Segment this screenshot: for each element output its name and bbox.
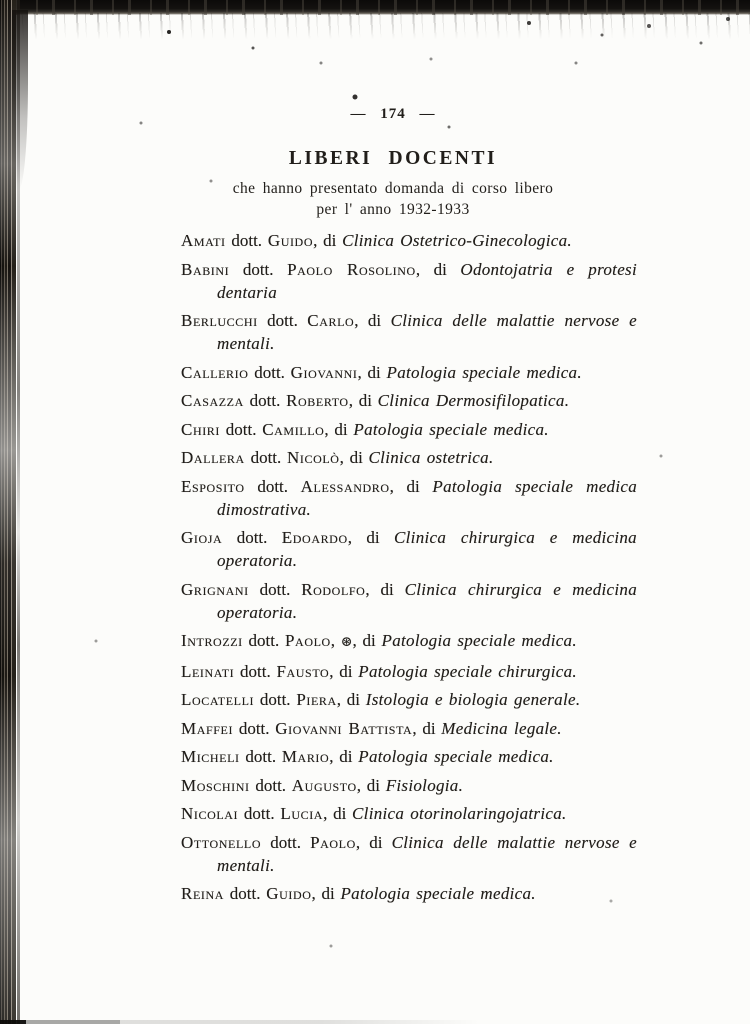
docente-surname: Babini <box>181 259 230 279</box>
docente-entry: Esposito dott. Alessandro, di Patologia speciale medica dimostrativa. <box>181 476 638 519</box>
docente-subject: Odontojatria e protesi dentaria <box>217 259 637 302</box>
docente-given-name: Edoardo <box>281 528 348 547</box>
docente-entry: Reina dott. Guido, di Patologia speciale medica. <box>181 884 536 903</box>
docente-honorific: dott. <box>229 884 261 903</box>
scan-noise-speckles <box>0 0 2 2</box>
docente-subject: Fisiologia. <box>385 775 464 795</box>
docente-given-name: Lucia <box>280 804 324 823</box>
docente-surname: Amati <box>181 231 226 250</box>
docente-honorific: dott. <box>248 631 280 650</box>
docente-entry: Moschini dott. Augusto, di Fisiologia. <box>181 775 464 795</box>
scan-artifact-corner-blotch <box>12 10 28 190</box>
docente-surname: Leinati <box>181 661 235 681</box>
docente-subject: Clinica chirurgica e medicina operatoria. <box>217 579 637 622</box>
scan-noise-band <box>14 13 750 39</box>
docente-honorific: dott. <box>225 419 257 439</box>
docente-given-name: Paolo <box>285 631 331 650</box>
docente-entry: Casazza dott. Roberto, di Clinica Dermosifilopatica. <box>181 391 570 410</box>
docente-subject: Patologia speciale medica dimostrativa. <box>217 476 638 519</box>
subtitle-line-1: che hanno presentato domanda di corso libero <box>232 180 554 197</box>
docente-subject: Clinica ostetrica. <box>368 448 494 467</box>
docente-entry: Amati dott. Guido, di Clinica Ostetrico-Ginecologica. <box>181 231 572 250</box>
docente-subject: Patologia speciale chirurgica. <box>358 661 577 681</box>
docente-entry: Ottonello dott. Paolo, di Clinica delle malattie nervose e mentali. <box>181 832 637 875</box>
docente-subject: Clinica chirurgica e medicina operatoria. <box>217 528 637 570</box>
docente-subject: Patologia speciale medica. <box>340 884 536 903</box>
docente-honorific: dott. <box>240 661 271 681</box>
docente-entry: Maffei dott. Giovanni Battista, di Medicina legale. <box>181 718 562 738</box>
docente-given-name: Carlo <box>307 311 355 330</box>
docente-given-name: Guido <box>266 884 312 903</box>
docente-surname: Nicolai <box>181 804 239 823</box>
docente-honorific: dott. <box>255 775 287 795</box>
docente-surname: Micheli <box>181 747 240 766</box>
docente-honorific: dott. <box>259 579 291 599</box>
docenti-list <box>181 229 637 911</box>
docente-entry: Locatelli dott. Piera, di Istologia e biologia generale. <box>181 690 581 709</box>
docente-subject: Clinica Ostetrico-Ginecologica. <box>342 231 572 250</box>
docente-given-name: Piera <box>296 690 337 709</box>
docente-surname: Moschini <box>181 775 250 795</box>
docente-subject: Patologia speciale medica. <box>386 362 582 382</box>
docente-entry: Dallera dott. Nicolò, di Clinica ostetrica. <box>181 448 494 467</box>
docente-given-name: Giovanni <box>290 362 358 382</box>
docente-entry: Micheli dott. Mario, di Patologia speciale medica. <box>181 747 554 766</box>
docente-given-name: Nicolò <box>287 448 340 467</box>
docente-subject: Clinica otorinolaringojatrica. <box>352 804 567 823</box>
docente-subject: Istologia e biologia generale. <box>365 690 581 709</box>
docente-honorific: dott. <box>250 448 282 467</box>
docente-given-name: Paolo Rosolino <box>287 259 416 279</box>
docente-given-name: Alessandro <box>300 476 390 496</box>
docente-honorific: dott. <box>245 747 277 766</box>
docente-subject: Clinica delle malattie nervose e mentali. <box>217 311 637 353</box>
docente-given-name: Guido <box>267 231 314 250</box>
docente-surname: Reina <box>181 884 224 903</box>
page-title: LIBERI DOCENTI <box>288 148 498 169</box>
docente-honorific: dott. <box>267 311 298 330</box>
docente-given-name: Camillo <box>262 419 325 439</box>
subtitle-line-2: per l' anno 1932-1933 <box>316 201 470 218</box>
docente-entry: Grignani dott. Rodolfo, di Clinica chirurgica e medicina operatoria. <box>181 579 637 622</box>
docente-entry: Nicolai dott. Lucia, di Clinica otorinolaringojatrica. <box>181 804 567 823</box>
docente-subject: Patologia speciale medica. <box>353 419 549 439</box>
docente-honorific: dott. <box>270 832 301 852</box>
docente-given-name: Rodolfo <box>301 579 366 599</box>
docente-surname: Ottonello <box>181 832 262 852</box>
docente-surname: Dallera <box>181 448 245 467</box>
docente-subject: Medicina legale. <box>441 718 562 738</box>
docente-surname: Casazza <box>181 391 244 410</box>
docente-given-name: Augusto <box>291 775 357 795</box>
docente-given-name: Roberto <box>286 391 349 410</box>
cross-decoration-icon: ⊛ <box>340 635 353 650</box>
docente-entry: Chiri dott. Camillo, di Patologia speciale medica. <box>181 419 549 439</box>
docente-given-name: Giovanni Battista <box>275 718 413 738</box>
docente-subject: Clinica Dermosifilopatica. <box>377 391 570 410</box>
docente-surname: Berlucchi <box>181 311 258 330</box>
docente-honorific: dott. <box>249 391 281 410</box>
docente-surname: Chiri <box>181 419 221 439</box>
docente-surname: Esposito <box>181 476 245 496</box>
docente-honorific: dott. <box>231 231 263 250</box>
docente-honorific: dott. <box>243 804 275 823</box>
docente-entry: Berlucchi dott. Carlo, di Clinica delle malattie nervose e mentali. <box>181 311 637 353</box>
scan-artifact-bottom-edge <box>0 1020 750 1024</box>
docente-entry: Leinati dott. Fausto, di Patologia speciale chirurgica. <box>181 661 577 681</box>
docente-honorific: dott. <box>238 718 270 738</box>
docente-surname: Grignani <box>181 579 249 599</box>
docente-entry: Gioja dott. Edoardo, di Clinica chirurgica e medicina operatoria. <box>181 528 637 570</box>
docente-subject: Patologia speciale medica. <box>381 631 577 650</box>
docente-honorific: dott. <box>242 259 274 279</box>
docente-entry: Introzzi dott. Paolo, ⊛, di Patologia speciale medica. <box>181 631 577 650</box>
docente-surname: Callerio <box>181 362 249 382</box>
docente-entry: Babini dott. Paolo Rosolino, di Odontojatria e protesi dentaria <box>181 259 637 302</box>
docente-surname: Maffei <box>181 718 234 738</box>
docente-surname: Introzzi <box>181 631 243 650</box>
docente-subject: Clinica delle malattie nervose e mentali. <box>217 832 637 875</box>
docente-given-name: Fausto <box>276 661 330 681</box>
docente-honorific: dott. <box>257 476 289 496</box>
docente-entry: Callerio dott. Giovanni, di Patologia speciale medica. <box>181 362 582 382</box>
docente-subject: Patologia speciale medica. <box>358 747 554 766</box>
docente-honorific: dott. <box>236 528 268 547</box>
page-number: — 174 — <box>350 106 436 122</box>
docente-given-name: Paolo <box>310 832 356 852</box>
docente-honorific: dott. <box>254 362 285 382</box>
docente-honorific: dott. <box>259 690 291 709</box>
docente-given-name: Mario <box>281 747 330 766</box>
docente-surname: Locatelli <box>181 690 255 709</box>
docente-surname: Gioja <box>181 528 223 547</box>
